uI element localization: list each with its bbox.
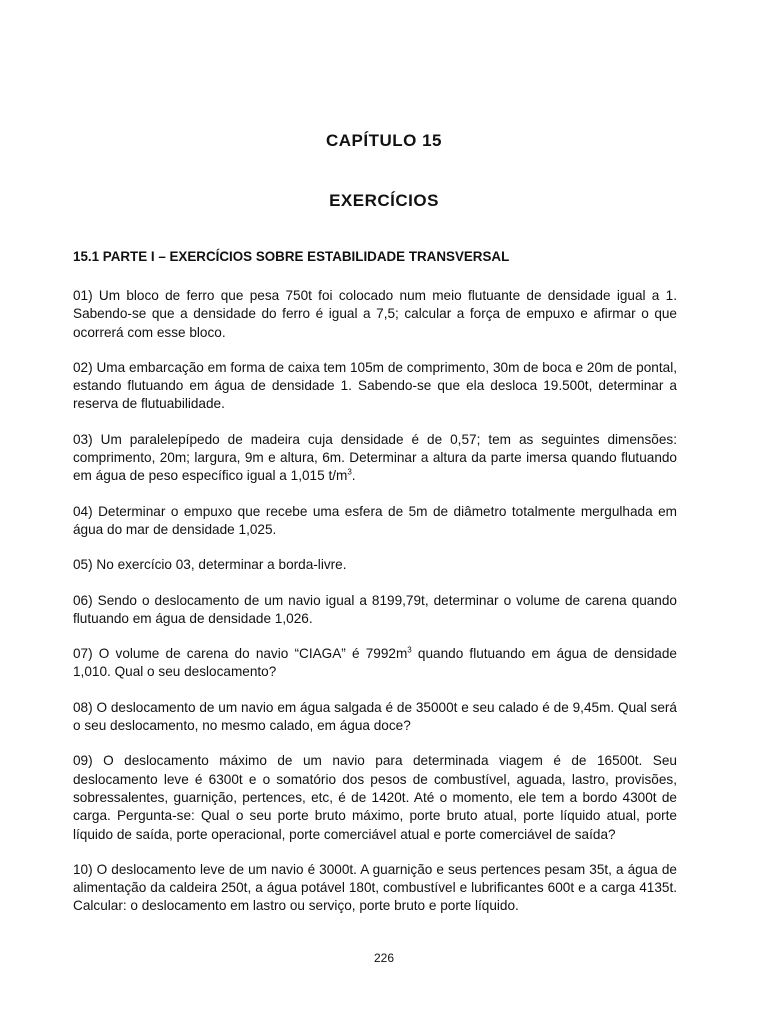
exercise-08: 08) O deslocamento de um navio em água salgada é de 35000t e seu calado é de 9,45m. Qual será o seu deslocamento, no mesmo calado, em água doce? bbox=[73, 699, 677, 734]
section-heading: 15.1 PARTE I – EXERCÍCIOS SOBRE ESTABILIDADE TRANSVERSAL bbox=[73, 249, 510, 264]
exercise-05: 05) No exercício 03, determinar a borda-livre. bbox=[73, 557, 347, 573]
exercise-03-end: . bbox=[351, 468, 356, 484]
exercise-07-superscript: 3 bbox=[407, 645, 412, 655]
exercise-03-text: 03) Um paralelepípedo de madeira cuja densidade é de 0,57; tem as seguintes dimensões: comprimento, 20m; largura, 9m e altura, 6m. Determinar a altura da parte imersa quando flutuando em água de peso específico igual a 1,015 t/m bbox=[73, 431, 677, 484]
exercise-07-end: quando flutuando em água de densidade 1,010. Qual o seu deslocamento? bbox=[73, 646, 677, 680]
exercise-10: 10) O deslocamento leve de um navio é 3000t. A guarnição e seus pertences pesam 35t, a água de alimentação da caldeira 250t, a água potável 180t, combustível e lubrificantes 600t e a carga 4135t. Calcular: o deslocamento em lastro ou serviço, porte bruto e porte líquido. bbox=[73, 861, 677, 914]
chapter-subtitle: EXERCÍCIOS bbox=[329, 191, 439, 210]
page-number: 226 bbox=[373, 951, 395, 965]
exercise-list bbox=[73, 287, 677, 933]
exercise-03-superscript: 3 bbox=[347, 467, 352, 477]
exercise-07 bbox=[73, 645, 677, 682]
exercise-09: 09) O deslocamento máximo de um navio para determinada viagem é de 16500t. Seu deslocamento leve é 6300t e o somatório dos pesos de combustível, aguada, lastro, provisões, sobressalentes, guarnição, pertences, etc, é de 1420t. Até o momento, ele tem a bordo 4300t de carga. Pergunta-se: Qual o seu porte bruto máximo, porte bruto atual, porte líquido atual, porte líquido de saída, porte operacional, porte comerciável atual e porte comerciável de saída? bbox=[73, 753, 677, 842]
exercise-02: 02) Uma embarcação em forma de caixa tem 105m de comprimento, 30m de boca e 20m de pontal, estando flutuando em água de densidade 1. Sabendo-se que ela desloca 19.500t, determinar a reserva de flutuabilidade. bbox=[73, 359, 677, 412]
exercise-03 bbox=[73, 431, 677, 486]
exercise-04: 04) Determinar o empuxo que recebe uma esfera de 5m de diâmetro totalmente mergulhada em água do mar de densidade 1,025. bbox=[73, 503, 677, 537]
exercise-01: 01) Um bloco de ferro que pesa 750t foi colocado num meio flutuante de densidade igual a 1. Sabendo-se que a densidade do ferro é igual a 7,5; calcular a força de empuxo e afirmar o que ocorrerá com esse bloco. bbox=[73, 288, 677, 340]
exercise-07-text: 07) O volume de carena do navio “CIAGA” é 7992m bbox=[73, 646, 408, 662]
chapter-title: CAPÍTULO 15 bbox=[325, 131, 443, 150]
exercise-06: 06) Sendo o deslocamento de um navio igual a 8199,79t, determinar o volume de carena quando flutuando em água de densidade 1,026. bbox=[73, 592, 677, 626]
